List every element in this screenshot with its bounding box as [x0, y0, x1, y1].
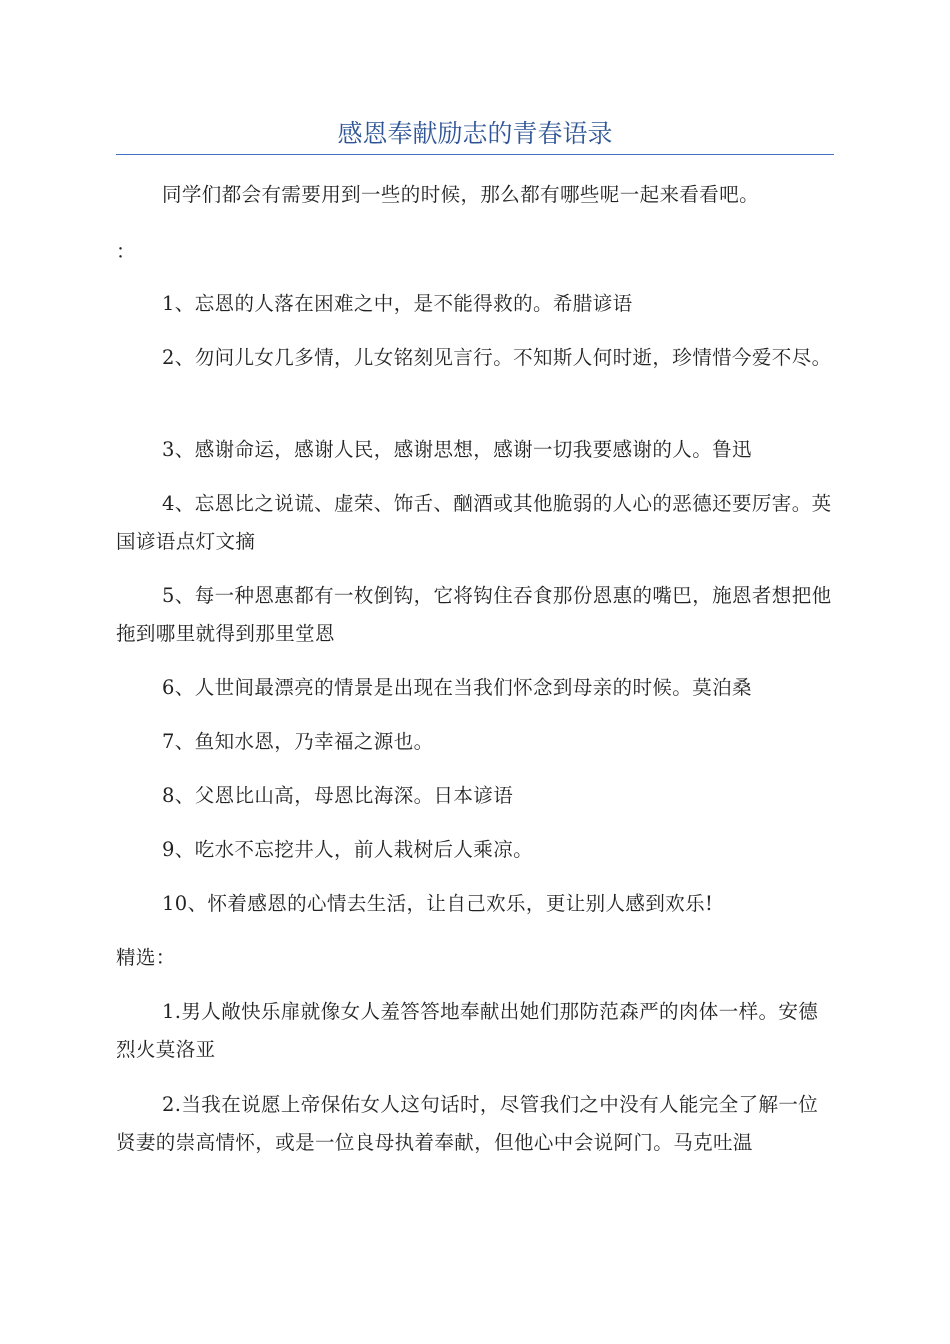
- quote-item-3: 3、感谢命运，感谢人民，感谢思想，感谢一切我要感谢的人。鲁迅: [162, 438, 752, 461]
- quote-item-5: 5、每一种恩惠都有一枚倒钩，它将钩住吞食那份恩惠的嘴巴，施恩者想把他拖到哪里就得到那里堂恩: [116, 584, 832, 645]
- quote-item-9: 9、吃水不忘挖井人，前人栽树后人乘凉。: [162, 838, 534, 861]
- quote-item-2: 2、勿问儿女几多情，儿女铭刻见言行。不知斯人何时逝，珍情惜今爱不尽。: [162, 346, 832, 369]
- quote-item-1: 1、忘恩的人落在困难之中，是不能得救的。希腊谚语: [162, 292, 633, 315]
- title-underline: [116, 154, 834, 155]
- section-label: 精选：: [116, 946, 176, 969]
- intro-paragraph: 同学们都会有需要用到一些的时候，那么都有哪些呢一起来看看吧。: [162, 183, 760, 206]
- selected-item-1: 1.男人敞快乐扉就像女人羞答答地奉献出她们那防范森严的肉体一样。安德烈火莫洛亚: [116, 1000, 819, 1061]
- quote-item-10: 10、怀着感恩的心情去生活，让自己欢乐，更让别人感到欢乐!: [162, 892, 714, 915]
- page-title: 感恩奉献励志的青春语录: [337, 119, 613, 148]
- quote-item-4: 4、忘恩比之说谎、虚荣、饰舌、酗酒或其他脆弱的人心的恶德还要厉害。英国谚语点灯文摘: [116, 492, 832, 553]
- quote-item-8: 8、父恩比山高，母恩比海深。日本谚语: [162, 784, 514, 807]
- selected-item-2: 2.当我在说愿上帝保佑女人这句话时，尽管我们之中没有人能完全了解一位贤妻的崇高情怀，或是一位良母执着奉献，但他心中会说阿门。马克吐温: [116, 1093, 819, 1154]
- quote-item-6: 6、人世间最漂亮的情景是出现在当我们怀念到母亲的时候。莫泊桑: [162, 676, 752, 699]
- quote-item-7: 7、鱼知水恩，乃幸福之源也。: [162, 730, 434, 753]
- colon-line: ：: [116, 240, 136, 263]
